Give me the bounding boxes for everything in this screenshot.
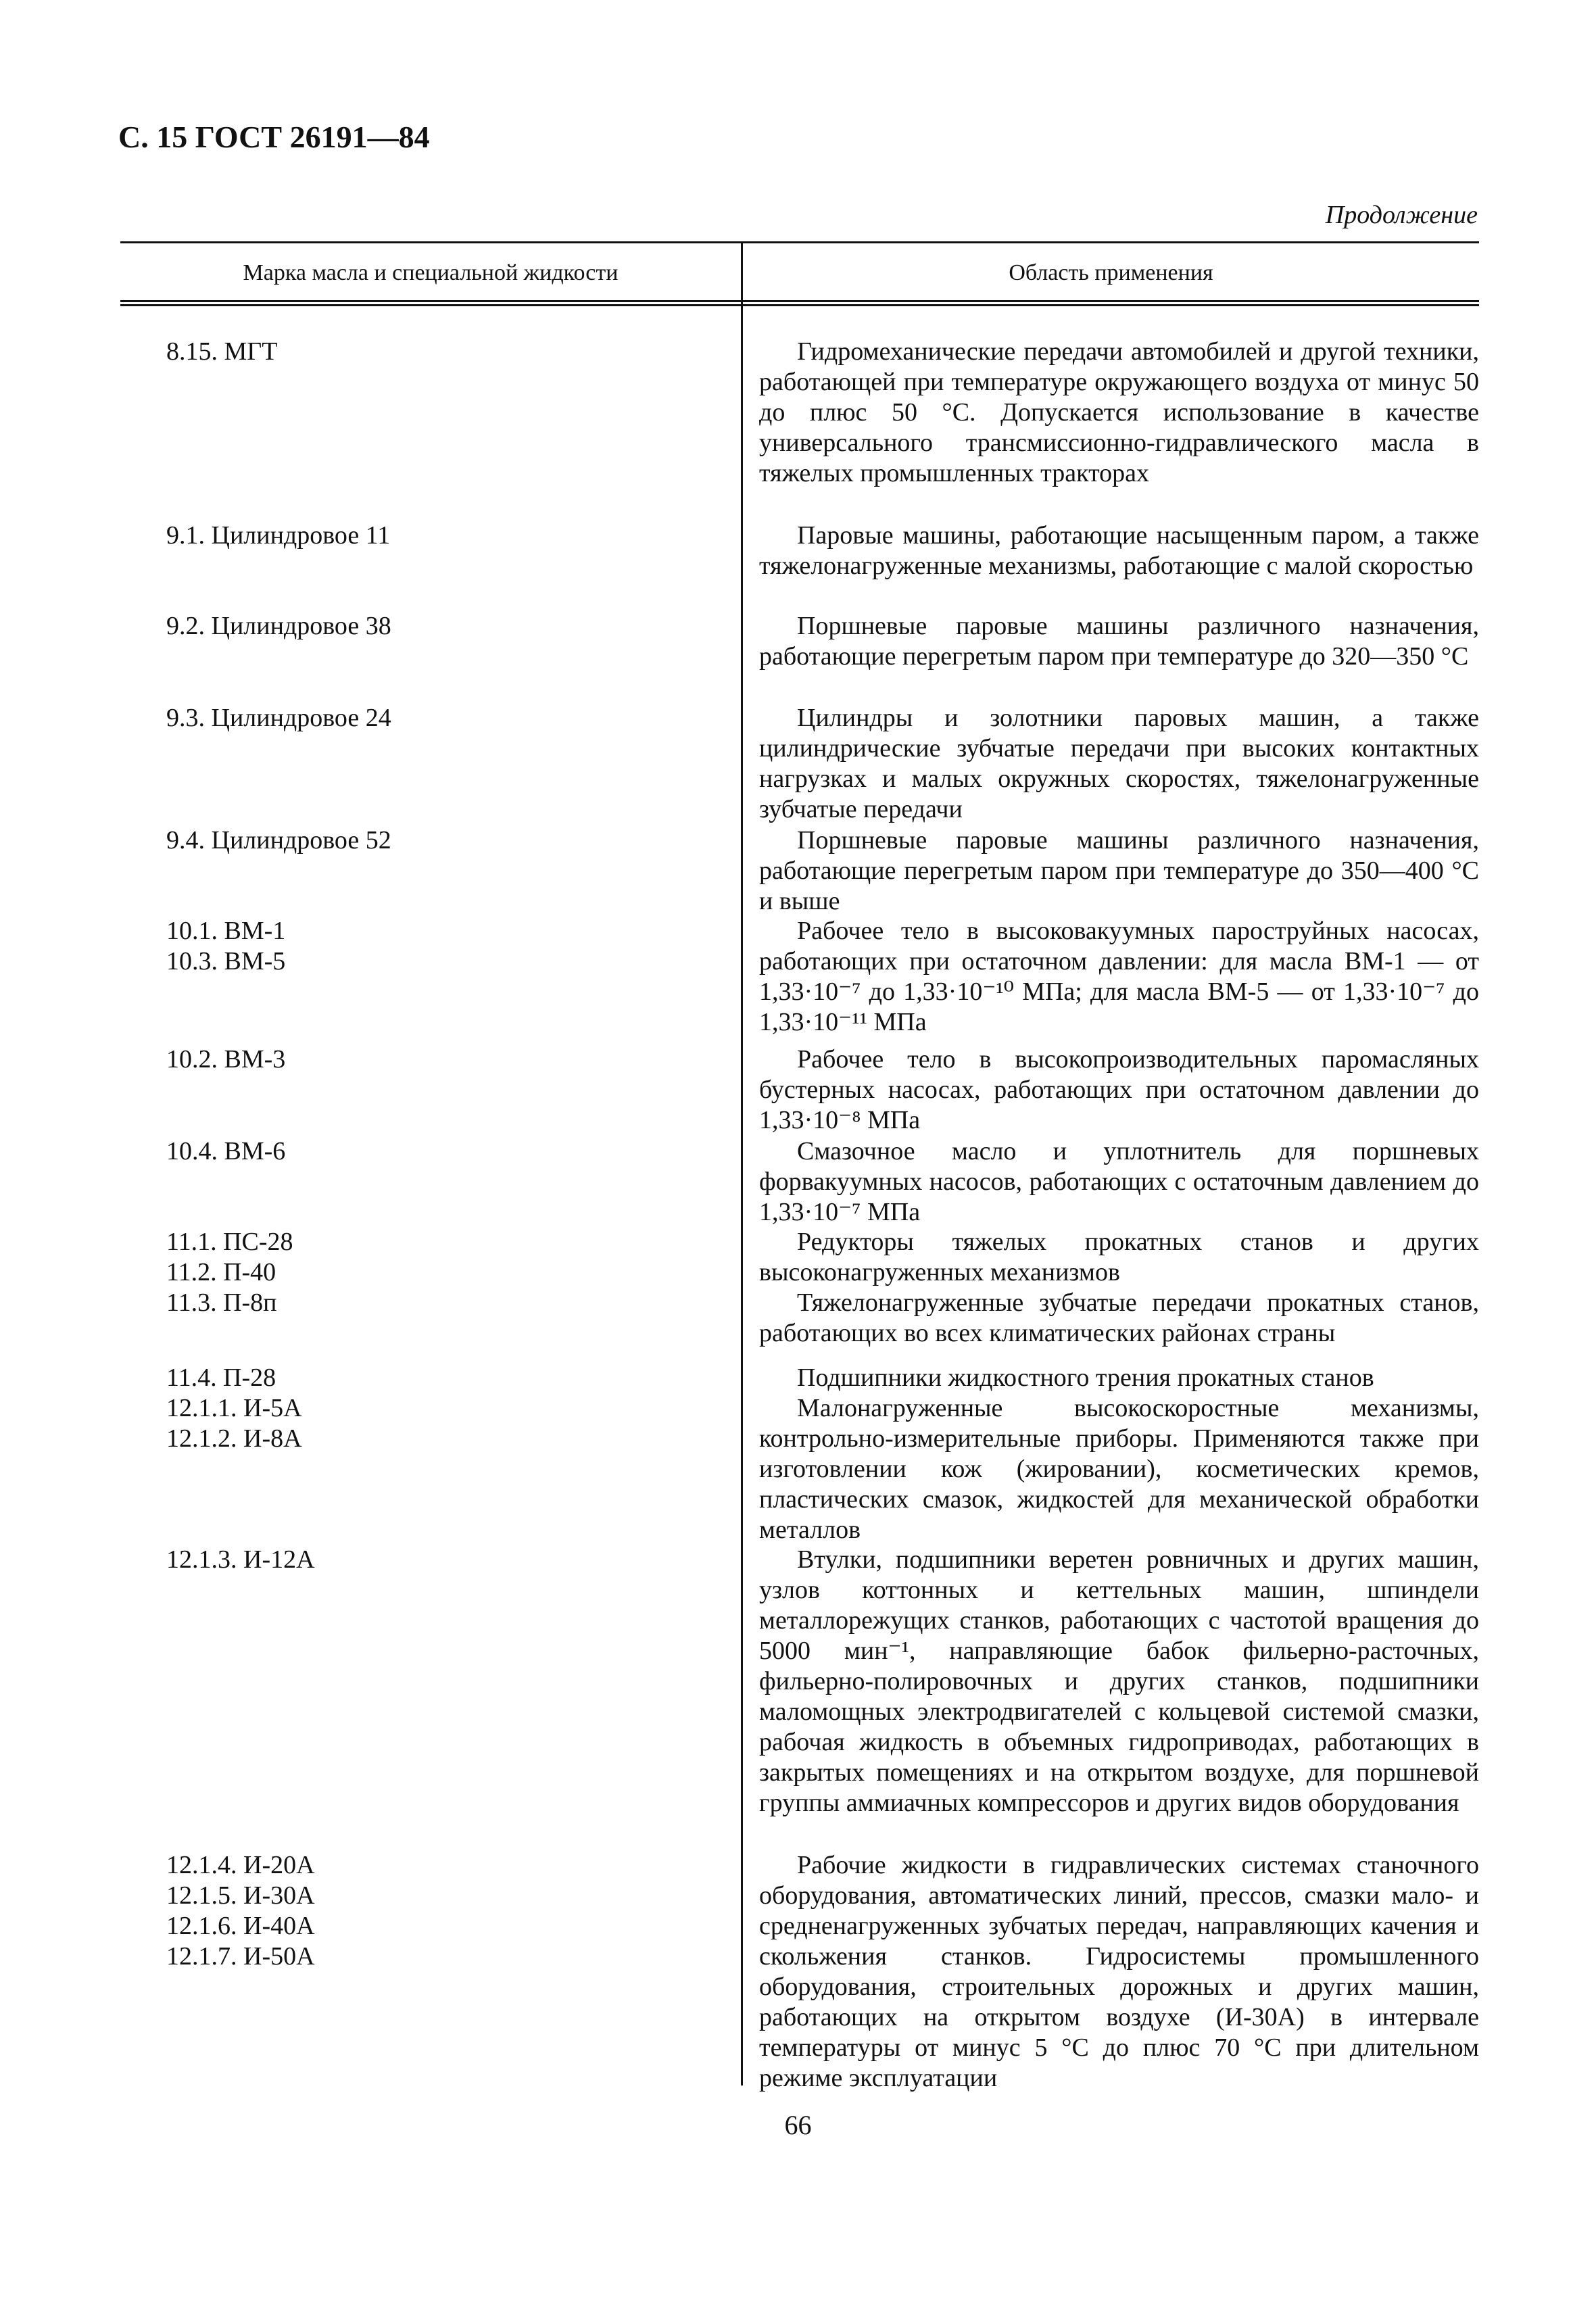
oil-grade: 12.1.3. И-12А <box>166 1545 315 1574</box>
oil-grade-cell <box>166 1227 680 1288</box>
application-description: Поршневые паровые машины различного назначения, работающие перегретым паром при температуре до 350—400 °С и выше <box>759 826 1479 915</box>
oil-grade-cell <box>166 1136 680 1167</box>
column-divider <box>741 306 743 2085</box>
oil-grade: 11.3. П-8п <box>166 1288 277 1317</box>
oil-grade: 12.1.5. И-30А <box>166 1881 315 1910</box>
oil-grade-cell <box>166 337 680 367</box>
oil-grade: 11.2. П-40 <box>166 1258 276 1286</box>
oil-grade-cell <box>166 521 680 551</box>
oil-grade-cell <box>166 825 680 856</box>
continuation-label: Продолжение <box>1325 201 1478 229</box>
column-header-grade: Марка масла и специальной жидкости <box>243 260 619 285</box>
oil-grade: 10.1. ВМ-1 <box>166 917 286 945</box>
oil-grade: 12.1.7. И-50А <box>166 1942 315 1971</box>
oil-grade-cell <box>166 1545 680 1575</box>
header-double-rule-bottom <box>120 304 1479 306</box>
application-description: Смазочное масло и уплотнитель для поршневых форвакуумных насосов, работающих с остаточным давлением до 1,33·10⁻⁷ МПа <box>759 1137 1479 1226</box>
oil-grade: 12.1.2. И-8А <box>166 1424 302 1453</box>
application-description: Редукторы тяжелых прокатных станов и других высоконагруженных механизмов <box>759 1228 1479 1286</box>
oil-grade-cell <box>166 1288 680 1318</box>
header-double-rule-top <box>120 300 1479 302</box>
application-description: Поршневые паровые машины различного назначения, работающие перегретым паром при температуре до 320—350 °С <box>759 612 1479 671</box>
application-description: Подшипники жидкостного трения прокатных станов <box>797 1364 1374 1392</box>
application-description: Гидромеханические передачи автомобилей и другой техники, работающей при температуре окружающего воздуха от минус 50 до плюс 50 °С. Допускается использование в качестве универсального трансмиссионно-гидравлического масла в тяжелых промышленных тракторах <box>759 337 1479 487</box>
oil-grade: 9.1. Цилиндровое 11 <box>166 521 391 550</box>
oil-grade-cell <box>166 1393 680 1454</box>
oil-grade: 10.3. ВМ-5 <box>166 947 286 975</box>
oil-grade-cell <box>166 1363 680 1393</box>
application-description: Рабочие жидкости в гидравлических системах станочного оборудования, автоматических линий, прессов, смазки мало- и средненагруженных зубчатых передач, направляющих качения и скольжения станков. Гидросистемы промышленного оборудования, строительных дорожных и других машин, работающих на открытом воздухе (И-30А) в интервале температуры от минус 5 °С до плюс 70 °С при длительном режиме эксплуатации <box>759 1851 1479 2092</box>
oil-grade: 11.4. П-28 <box>166 1364 276 1392</box>
oil-grade: 9.2. Цилиндровое 38 <box>166 612 391 640</box>
oil-grade-cell <box>166 611 680 642</box>
oil-grade-cell <box>166 1850 680 1972</box>
application-description: Малонагруженные высокоскоростные механизмы, контрольно-измерительные приборы. Применяются также при изготовлении кож (жировании), косметических кремов, пластических смазок, жидкостей для механической обработки металлов <box>759 1394 1479 1544</box>
oil-grade: 9.4. Цилиндровое 52 <box>166 826 391 854</box>
oil-grade-cell <box>166 916 680 977</box>
oil-grade-cell <box>166 703 680 733</box>
page-number: 66 <box>784 2110 812 2140</box>
oil-grade: 12.1.4. И-20А <box>166 1851 315 1879</box>
oil-grade: 9.3. Цилиндровое 24 <box>166 704 391 732</box>
application-description: Цилиндры и золотники паровых машин, а также цилиндрические зубчатые передачи при высоких контактных нагрузках и малых окружных скоростях, тяжелонагруженные зубчатые передачи <box>759 704 1479 823</box>
oil-grade: 10.4. ВМ-6 <box>166 1137 286 1165</box>
page-header: С. 15 ГОСТ 26191—84 <box>118 120 430 154</box>
application-description: Рабочее тело в высокопроизводительных паромасляных бустерных насосах, работающих при остаточном давлении до 1,33·10⁻⁸ МПа <box>759 1045 1479 1134</box>
column-header-application: Область применения <box>1009 260 1213 285</box>
column-header-divider <box>741 242 743 304</box>
oil-grade-cell <box>166 1044 680 1075</box>
oil-grade: 12.1.1. И-5А <box>166 1394 302 1422</box>
oil-grade: 11.1. ПС-28 <box>166 1228 293 1256</box>
oil-grade: 8.15. МГТ <box>166 337 278 366</box>
oil-grade: 10.2. ВМ-3 <box>166 1045 286 1073</box>
application-description: Паровые машины, работающие насыщенным паром, а также тяжелонагруженные механизмы, работающие с малой скоростью <box>759 521 1479 580</box>
oil-grade: 12.1.6. И-40А <box>166 1912 315 1940</box>
application-description: Тяжелонагруженные зубчатые передачи прокатных станов, работающих во всех климатических районах страны <box>759 1288 1479 1347</box>
application-description: Рабочее тело в высоковакуумных пароструйных насосах, работающих при остаточном давлении: для масла ВМ-1 — от 1,33·10⁻⁷ до 1,33·10⁻¹⁰ МПа; для масла ВМ-5 — от 1,33·10⁻⁷ до 1,33·10⁻¹¹ МПа <box>759 917 1479 1036</box>
application-description: Втулки, подшипники веретен ровничных и других машин, узлов коттонных и кеттельных машин, шпиндели металлорежущих станков, работающих с частотой вращения до 5000 мин⁻¹, направляющие бабок фильерно-расточных, фильерно-полировочных и других станков, подшипники маломощных электродвигателей с кольцевой системой смазки, рабочая жидкость в объемных гидроприводах, работающих в закрытых помещениях и на открытом воздухе, для поршневой группы аммиачных компрессоров и других видов оборудования <box>759 1545 1479 1817</box>
